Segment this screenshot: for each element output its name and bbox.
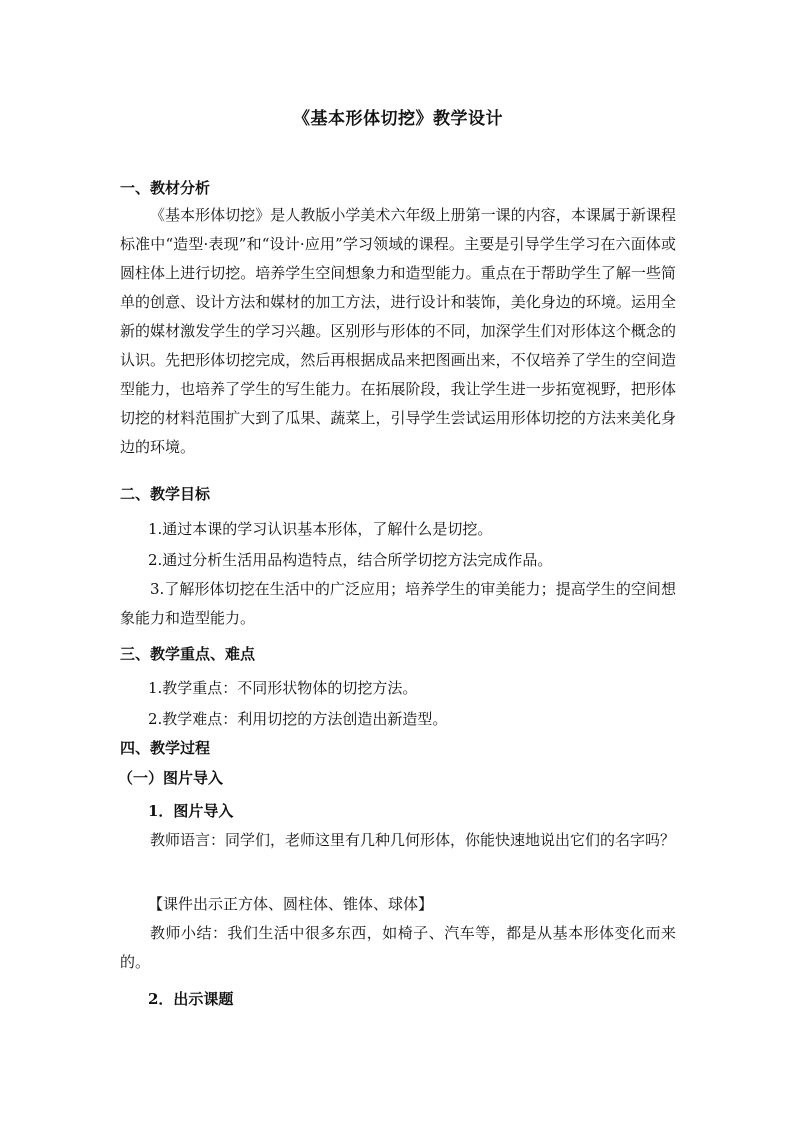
teaching-goal-2: 2.通过分析生活用品构造特点，结合所学切挖方法完成作品。 <box>148 551 553 569</box>
section-heading-teaching-goals: 二、教学目标 <box>120 485 211 503</box>
step-heading-picture-intro: 1．图片导入 <box>148 802 234 820</box>
section-heading-key-points: 三、教学重点、难点 <box>120 645 256 663</box>
key-point-1: 1.教学重点：不同形状物体的切挖方法。 <box>148 679 418 697</box>
section-heading-teaching-process: 四、教学过程 <box>120 739 211 757</box>
textbook-analysis-paragraph: 《基本形体切挖》是人教版小学美术六年级上册第一课的内容，本课属于新课程标准中“造型·表现”和“设计·应用”学习领域的课程。主要是引导学生学习在六面体或圆柱体上进行切挖。培养学生空间想象力和造型能力。重点在于帮助学生了解一些简单的创意、设计方法和媒材的加工方法，进行设计和装饰，美化身边的环境。运用全新的媒材激发学生的学习兴趣。区别形与形体的不同，加深学生们对形体这个概念的认识。先把形体切挖完成，然后再根据成品来把图画出来，不仅培养了学生的空间造型能力，也培养了学生的写生能力。在拓展阶段，我让学生进一步拓宽视野，把形体切挖的材料范围扩大到了瓜果、蔬菜上，引导学生尝试运用形体切挖的方法来美化身边的环境。 <box>120 206 676 456</box>
section-heading-textbook-analysis: 一、教材分析 <box>120 179 211 197</box>
courseware-note: 【课件出示正方体、圆柱体、锥体、球体】 <box>148 895 434 913</box>
teacher-speech-paragraph: 教师语言：同学们，老师这里有几种几何形体，你能快速地说出它们的名字吗？ <box>150 831 676 849</box>
key-point-2: 2.教学难点：利用切挖的方法创造出新造型。 <box>148 710 448 728</box>
step-heading-show-topic: 2．出示课题 <box>148 990 234 1008</box>
subsection-heading-picture-intro: （一）图片导入 <box>118 769 224 787</box>
teacher-summary-paragraph: 教师小结：我们生活中很多东西，如椅子、汽车等，都是从基本形体变化而来的。 <box>120 924 676 971</box>
document-title: 《基本形体切挖》教学设计 <box>293 109 503 129</box>
teaching-goal-3: 3.了解形体切挖在生活中的广泛应用；培养学生的审美能力；提高学生的空间想象能力和造型能力。 <box>120 580 676 627</box>
teaching-goal-1: 1.通过本课的学习认识基本形体，了解什么是切挖。 <box>148 520 493 538</box>
